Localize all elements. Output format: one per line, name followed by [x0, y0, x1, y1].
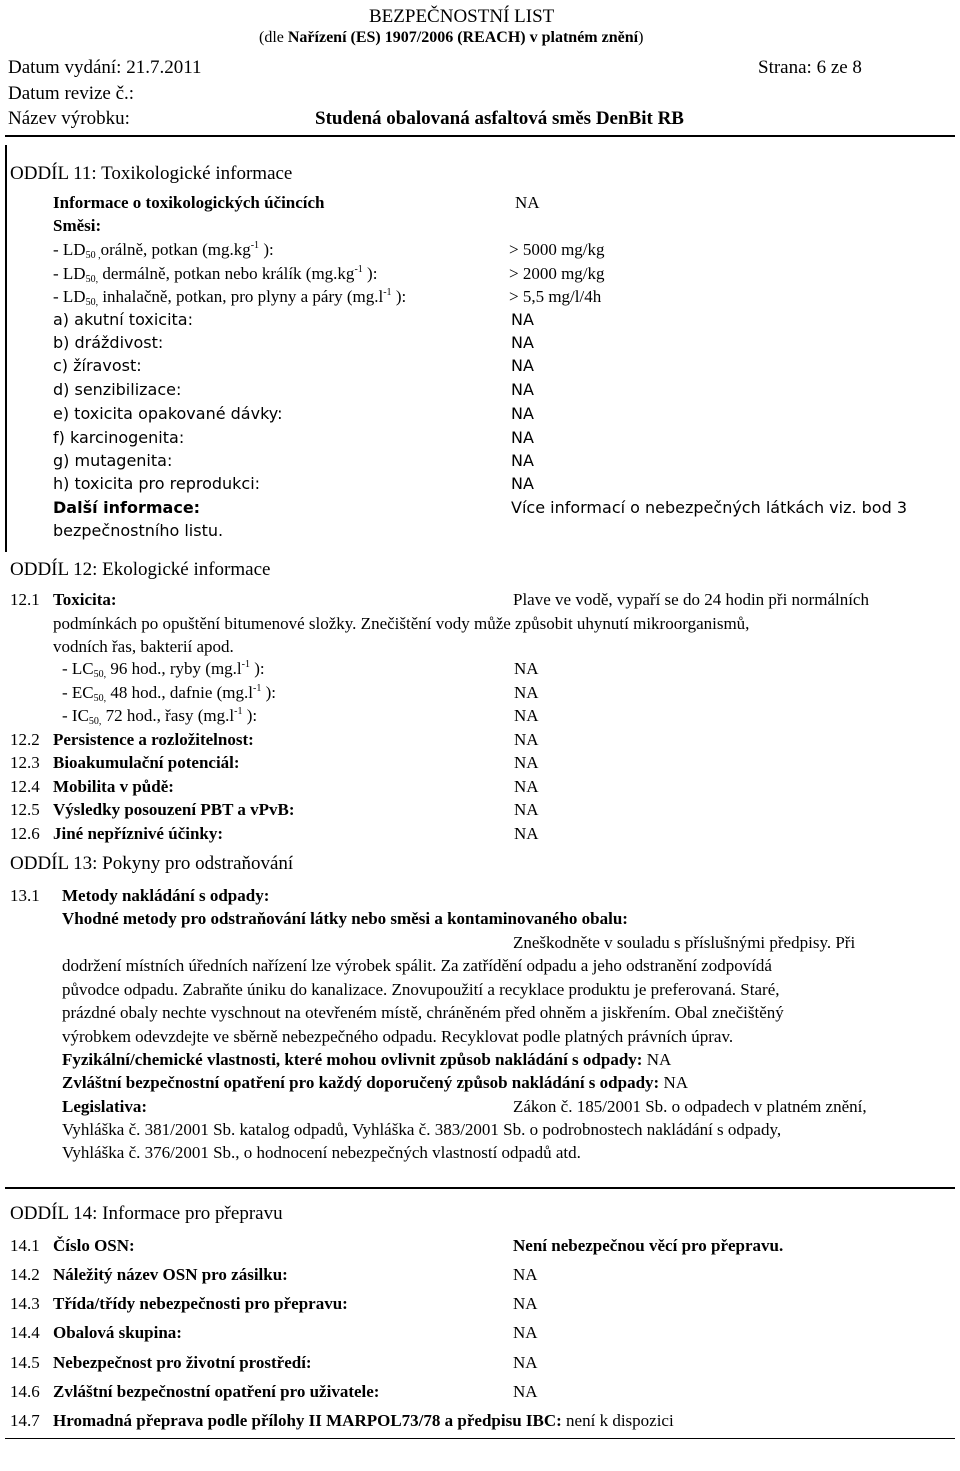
transport-item-value: NA — [513, 1323, 538, 1342]
eco-item-number: 12.5 — [10, 800, 40, 819]
toxicological-info-value: NA — [515, 193, 540, 212]
ld50-dermal-label: - $LD_{50,}$ dermálně, potkan nebo králík ($mg.kg^{-1}$ ): — [53, 264, 378, 285]
transport-item-number: 14.3 — [10, 1294, 40, 1313]
mixtures-label: Směsi: — [53, 216, 102, 235]
eco-item-value: NA — [514, 800, 539, 819]
transport-item-value: NA — [513, 1265, 538, 1284]
ic50-label: - $IC_{50,}$ 72 hod., řasy ($mg.l^{-1}$ ): — [62, 706, 258, 727]
eco-item-label: Výsledky posouzení PBT a vPvB: — [53, 800, 295, 819]
hazard-label: f) karcinogenita: — [53, 428, 185, 447]
additional-info-label: Další informace: — [53, 498, 201, 517]
header-divider — [5, 135, 955, 137]
hazard-value: NA — [511, 404, 534, 423]
document-subtitle: (dle Nařízení (ES) 1907/2006 (REACH) v platném znění) — [259, 29, 644, 46]
eco-item-value: NA — [514, 777, 539, 796]
legislation-text-line: Zákon č. 185/2001 Sb. o odpadech v platném znění, — [513, 1097, 867, 1116]
toxicity-text-line-3: vodních řas, bakterií apod. — [53, 637, 234, 656]
ld50-oral-label: - $LD_{50 ,}orá\ln ě$, potkan ($mg.kg^{-1}$ ): — [53, 240, 274, 261]
ld50-inhalation-label: - $LD_{50,}$ inhalačně, potkan, pro plyny a páry ($mg.l^{-1}$ ): — [53, 287, 407, 308]
ec50-label: - $EC_{50,}$ 48 hod., dafnie ($mg.l^{-1}$ ): — [62, 683, 276, 704]
additional-info-value: Více informací o nebezpečných látkách viz. bod 3 — [511, 498, 908, 517]
transport-item-number: 14.4 — [10, 1323, 40, 1342]
transport-item-value: NA — [513, 1353, 538, 1372]
toxicity-text-line-2: podmínkách po opuštění bitumenové složky. Znečištění vody může způsobit uhynutí mikroorganismů, — [53, 614, 750, 633]
hazard-value: NA — [511, 428, 534, 447]
product-label: Název výrobku: — [8, 108, 130, 129]
physchem-properties-line: Fyzikální/chemické vlastnosti, které mohou ovlivnit způsob nakládání s odpady: NA — [62, 1050, 672, 1069]
waste-text-line: prázdné obaly nechte vyschnout na otevřeném místě, chráněném před ohněm a jiskřením. Obal znečištěný — [62, 1003, 784, 1022]
ld50-oral-value: > 5000 mg/kg — [509, 240, 605, 259]
ic50-value: NA — [514, 706, 539, 725]
lc50-label: - $LC_{50,}$ 96 hod., ryby ($mg.l^{-1}$ ): — [62, 659, 265, 680]
transport-item-label: Zvláštní bezpečnostní opatření pro uživatele: — [53, 1382, 380, 1401]
transport-item-label: Nebezpečnost pro životní prostředí: — [53, 1353, 312, 1372]
eco-item-label: Bioakumulační potenciál: — [53, 753, 240, 772]
section-12-title: ODDÍL 12: Ekologické informace — [10, 559, 271, 580]
eco-item-label: Jiné nepříznivé účinky: — [53, 824, 224, 843]
ld50-inhalation-value: > 5,5 mg/l/4h — [509, 287, 602, 306]
section-border-left — [5, 145, 7, 552]
ld50-dermal-value: > 2000 mg/kg — [509, 264, 605, 283]
transport-item-label: Obalová skupina: — [53, 1323, 182, 1342]
legislation-text-line: Vyhláška č. 376/2001 Sb., o hodnocení nebezpečných vlastností odpadů atd. — [62, 1143, 581, 1162]
hazard-label: h) toxicita pro reprodukci: — [53, 474, 261, 493]
transport-item-label: Číslo OSN: — [53, 1236, 135, 1255]
toxicity-label: Toxicita: — [53, 590, 117, 609]
eco-item-value: NA — [514, 753, 539, 772]
issue-date: Datum vydání: 21.7.2011 — [8, 57, 202, 78]
toxicological-info-label: Informace o toxikologických účincích — [53, 193, 325, 212]
eco-item-number: 12.3 — [10, 753, 40, 772]
lc50-value: NA — [514, 659, 539, 678]
waste-text-line: Zneškodněte v souladu s příslušnými předpisy. Při — [513, 933, 856, 952]
hazard-label: d) senzibilizace: — [53, 380, 182, 399]
eco-item-number: 12.6 — [10, 824, 40, 843]
toxicity-text-line-1: Plave ve vodě, vypaří se do 24 hodin při normálních — [513, 590, 869, 609]
eco-item-number: 12.4 — [10, 777, 40, 796]
transport-item-number: 14.2 — [10, 1265, 40, 1284]
transport-item-label: Náležitý název OSN pro zásilku: — [53, 1265, 288, 1284]
hazard-label: c) žíravost: — [53, 356, 142, 375]
section-11-title: ODDÍL 11: Toxikologické informace — [10, 163, 293, 184]
waste-methods-label: Metody nakládání s odpady: — [62, 886, 270, 905]
waste-text-line: původce odpadu. Zabraňte úniku do kanalizace. Znovupoužití a recyklace produktu je preferovaná. Staré, — [62, 980, 780, 999]
legislation-text-line: Vyhláška č. 381/2001 Sb. katalog odpadů, Vyhláška č. 383/2001 Sb. o podrobnostech nakládání s odpady, — [62, 1120, 782, 1139]
transport-item-value: NA — [513, 1382, 538, 1401]
hazard-value: NA — [511, 380, 534, 399]
legislation-label: Legislativa: — [62, 1097, 147, 1116]
waste-methods-number: 13.1 — [10, 886, 40, 905]
hazard-label: a) akutní toxicita: — [53, 310, 193, 329]
transport-item-number: 14.1 — [10, 1236, 40, 1255]
bulk-transport-line: Hromadná přeprava podle přílohy II MARPOL73/78 a předpisu IBC: není k dispozici — [53, 1411, 674, 1430]
eco-item-label: Mobilita v půdě: — [53, 777, 174, 796]
hazard-value: NA — [511, 474, 534, 493]
page-number: Strana: 6 ze 8 — [758, 57, 862, 78]
hazard-label: b) dráždivost: — [53, 333, 164, 352]
toxicity-number: 12.1 — [10, 590, 40, 609]
section-divider — [5, 1187, 955, 1189]
revision-date: Datum revize č.: — [8, 83, 135, 104]
additional-info-cont: bezpečnostního listu. — [53, 521, 224, 540]
hazard-value: NA — [511, 451, 534, 470]
eco-item-label: Persistence a rozložitelnost: — [53, 730, 254, 749]
waste-text-line: výrobkem odevzdejte ve sběrně nebezpečného odpadu. Recyklovat podle platných právních úprav. — [62, 1027, 734, 1046]
hazard-label: e) toxicita opakované dávky: — [53, 404, 283, 423]
hazard-label: g) mutagenita: — [53, 451, 173, 470]
transport-item-number: 14.5 — [10, 1353, 40, 1372]
eco-item-value: NA — [514, 824, 539, 843]
document-title: BEZPEČNOSTNÍ LIST — [369, 6, 555, 27]
transport-item-number: 14.7 — [10, 1411, 40, 1430]
hazard-value: NA — [511, 310, 534, 329]
waste-text-line: dodržení místních úředních nařízení lze výrobek spálit. Za zatřídění odpadu a jeho odstranění zodpovídá — [62, 956, 772, 975]
transport-item-label: Třída/třídy nebezpečnosti pro přepravu: — [53, 1294, 348, 1313]
transport-item-value: Není nebezpečnou věcí pro přepravu. — [513, 1236, 784, 1255]
hazard-value: NA — [511, 356, 534, 375]
section-14-title: ODDÍL 14: Informace pro přepravu — [10, 1203, 283, 1224]
section-13-title: ODDÍL 13: Pokyny pro odstraňování — [10, 853, 294, 874]
transport-item-value: NA — [513, 1294, 538, 1313]
eco-item-number: 12.2 — [10, 730, 40, 749]
ec50-value: NA — [514, 683, 539, 702]
transport-item-number: 14.6 — [10, 1382, 40, 1401]
eco-item-value: NA — [514, 730, 539, 749]
product-name: Studená obalovaná asfaltová směs DenBit RB — [315, 108, 684, 129]
hazard-value: NA — [511, 333, 534, 352]
waste-methods-subtitle: Vhodné metody pro odstraňování látky nebo směsi a kontaminovaného obalu: — [62, 909, 628, 928]
footer-divider — [5, 1438, 955, 1439]
special-measures-line: Zvláštní bezpečnostní opatření pro každý doporučený způsob nakládání s odpady: NA — [62, 1073, 688, 1092]
